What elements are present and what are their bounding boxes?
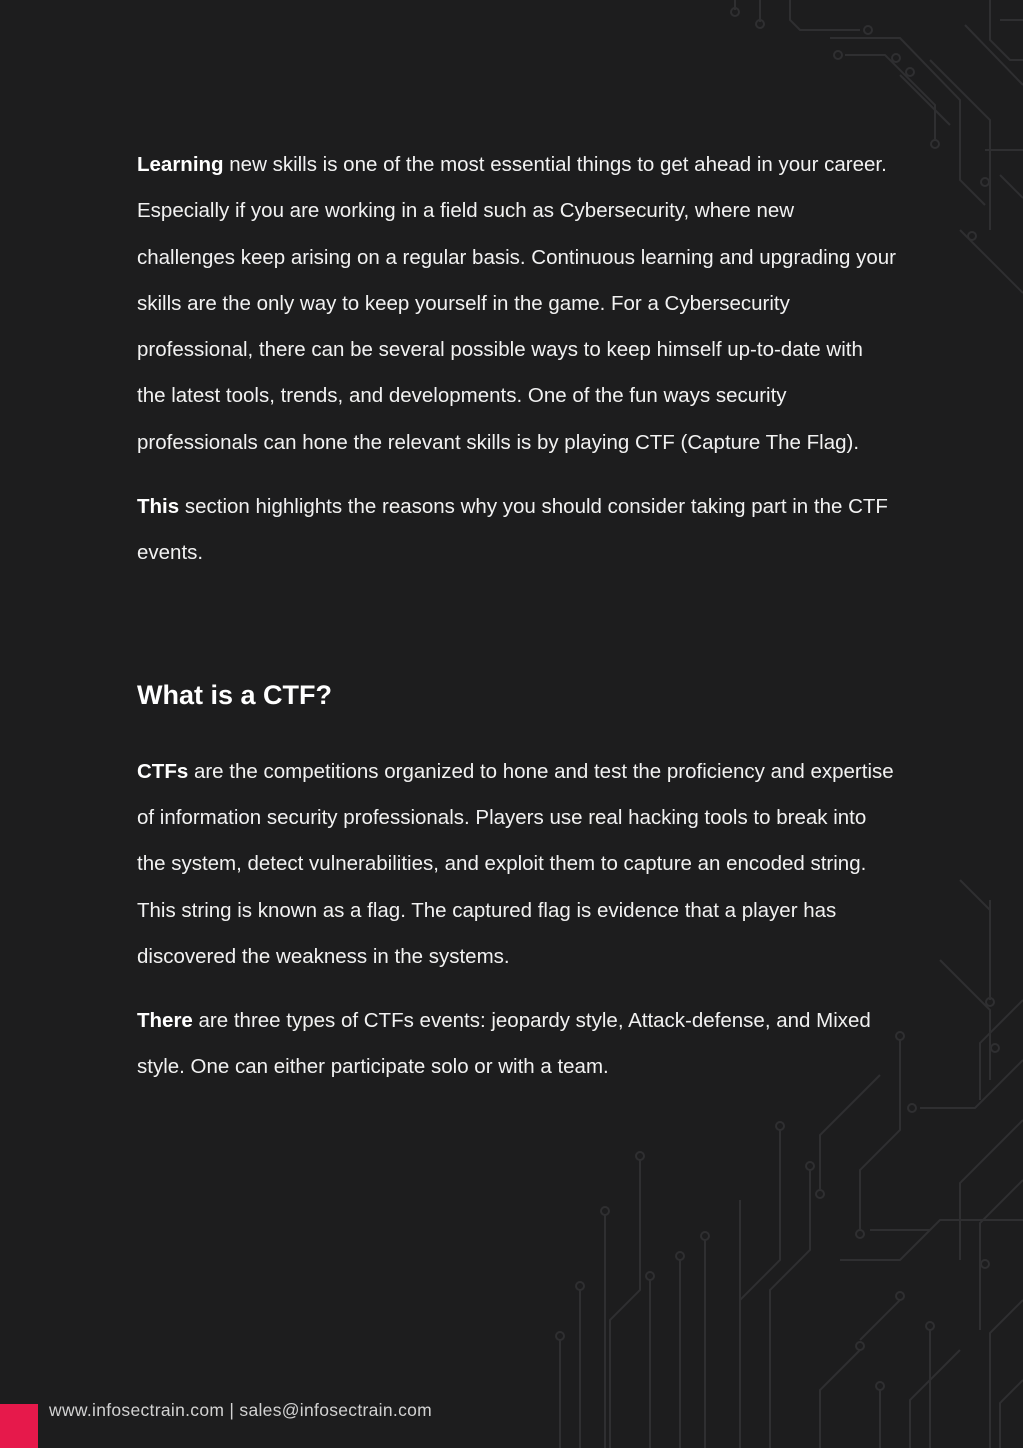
types-lead-word: There bbox=[137, 1009, 193, 1033]
purpose-lead-word: This bbox=[137, 495, 180, 519]
intro-lead-word: Learning bbox=[137, 153, 224, 176]
intro-paragraph-text: new skills is one of the most essential things to get ahead in your career. Especially if you are working in a field such as Cybersecurity, where new challenges keep arising on a regular basis. Continuous learning and upgrading your skills are the only way to keep yourself in the game. For a Cybersecurity professional, there can be several possible ways to keep himself up-to-date with the latest tools, trends, and developments. One of the fun ways security professionals can hone the relevant skills is by playing CTF (Capture The Flag). bbox=[137, 153, 897, 454]
footer-contact: www.infosectrain.com | sales@infosectrain.com bbox=[49, 1400, 433, 1420]
section-purpose-paragraph bbox=[137, 484, 897, 577]
ctf-lead-word: CTFs bbox=[137, 759, 189, 783]
ctf-definition-paragraph bbox=[137, 749, 897, 980]
section-heading: What is a CTF? bbox=[137, 679, 332, 710]
footer-accent-block bbox=[0, 1404, 38, 1448]
document-body bbox=[137, 142, 897, 1091]
ctf-definition-text: are the competitions organized to hone and test the proficiency and expertise of information security professionals. Players use real hacking tools to break into the system, detect vulnerabilities, and exploit them to capture an encoded string. This string is known as a flag. The captured flag is evidence that a player has discovered the weakness in the systems. bbox=[137, 759, 894, 968]
ctf-types-text: are three types of CTFs events: jeopardy style, Attack-defense, and Mixed style. One can either participate solo or with a team. bbox=[137, 1009, 871, 1079]
ctf-types-paragraph bbox=[137, 998, 897, 1091]
intro-paragraph bbox=[137, 142, 897, 466]
purpose-paragraph-text: section highlights the reasons why you should consider taking part in the CTF events. bbox=[137, 495, 888, 565]
